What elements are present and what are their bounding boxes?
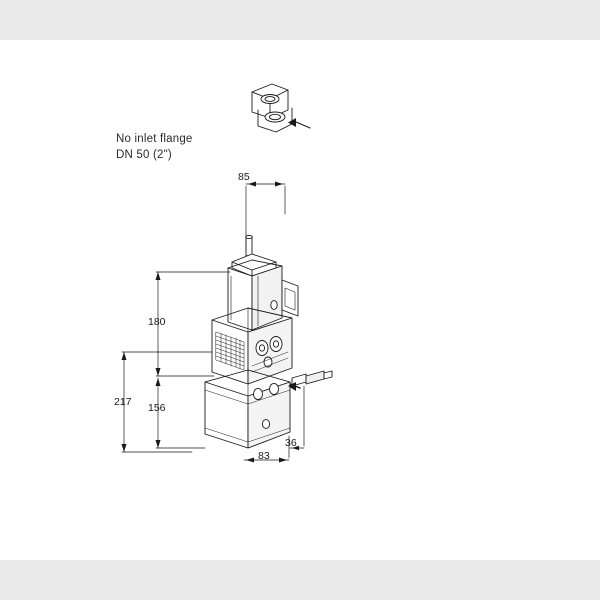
dimension-label-85: 85 xyxy=(238,171,250,183)
top-outlet-port xyxy=(252,84,292,132)
side-connector xyxy=(288,371,332,391)
annotation-text xyxy=(116,131,306,163)
dimension-label-36: 36 xyxy=(285,437,297,449)
annotation-line-1: No inlet flange xyxy=(116,133,193,145)
dimension-217 xyxy=(122,352,213,452)
actuator-housing xyxy=(228,254,298,330)
dimension-label-83: 83 xyxy=(258,450,270,462)
dimension-label-156: 156 xyxy=(148,402,166,414)
dimension-label-180: 180 xyxy=(148,316,166,328)
annotation-line-2: DN 50 (2") xyxy=(116,149,172,161)
annotation-leader-arrow xyxy=(288,118,310,128)
dimension-label-217: 217 xyxy=(114,396,132,408)
